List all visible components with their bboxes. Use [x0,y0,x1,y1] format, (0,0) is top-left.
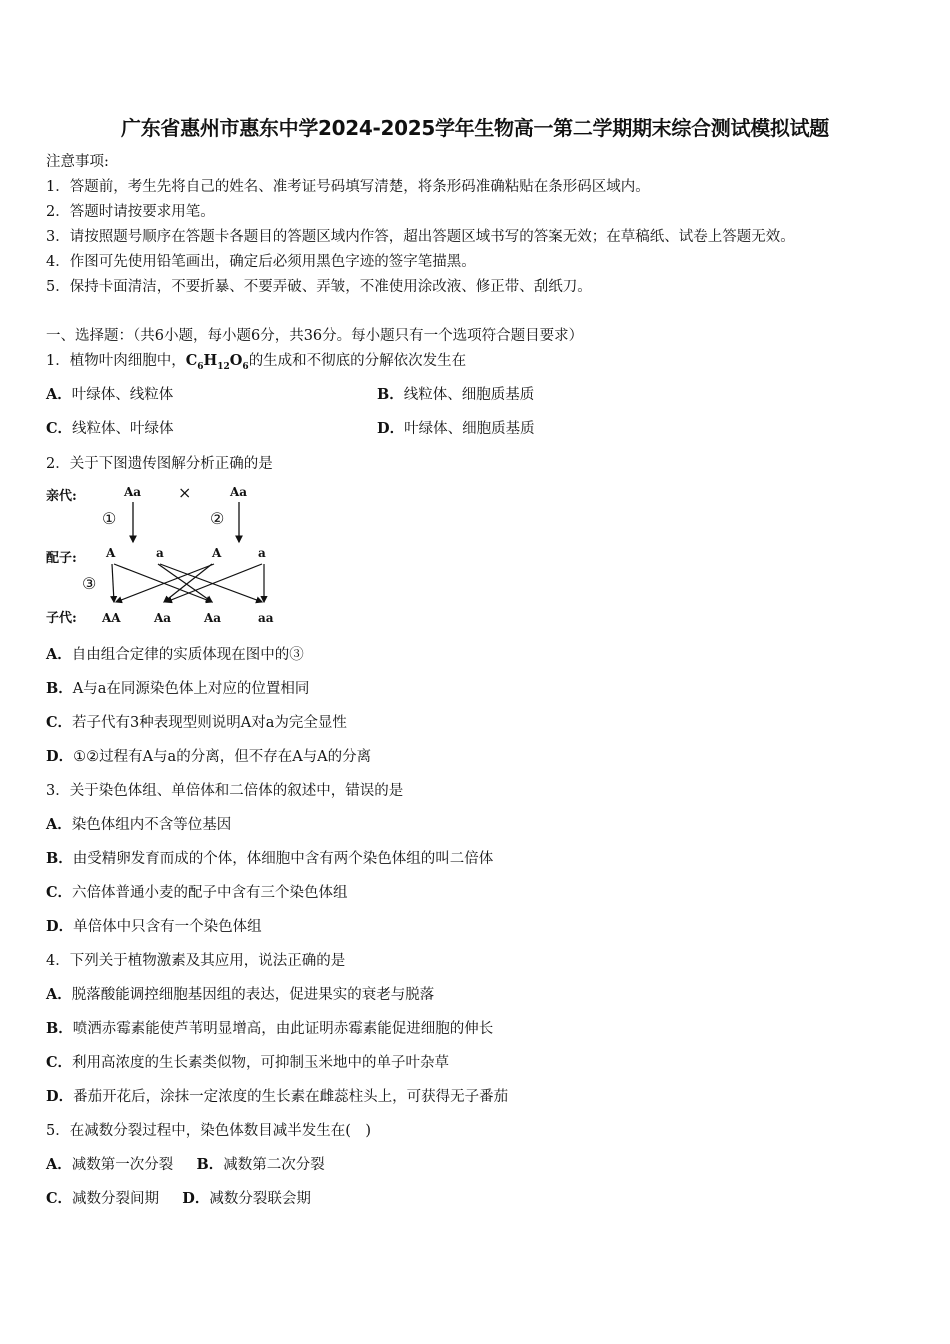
q5-options-row-2 [46,1189,311,1209]
gamete: a [258,546,266,560]
offspring: aa [258,611,274,625]
offspring: AA [102,611,121,625]
q5-options-row-1 [46,1155,325,1175]
q1-option-a[interactable]: A．叶绿体、线粒体 [46,386,174,403]
q4-option-b[interactable]: B．喷洒赤霉素能使芦苇明显增高，由此证明赤霉素能促进细胞的伸长 [46,1020,494,1037]
q1-stem [46,351,466,377]
q4-option-c[interactable]: C．利用高浓度的生长素类似物，可抑制玉米地中的单子叶杂草 [46,1054,450,1071]
glucose-formula: $C_6H_{12}O_6$ [185,352,249,372]
q2-stem: 2．关于下图遗传图解分析正确的是 [46,456,273,472]
q5-stem: 5．在减数分裂过程中，染色体数目减半发生在( ) [46,1123,372,1139]
section-heading: 一、选择题：（共6小题，每小题6分，共36分。每小题只有一个选项符合题目要求） [46,328,584,344]
step-1-marker: ① [102,509,117,528]
q2-option-c[interactable]: C．若子代有3种表现型则说明A对a为完全显性 [46,714,347,731]
offspring: Aa [204,611,222,625]
q1-option-c[interactable]: C．线粒体、叶绿体 [46,420,174,437]
q5-option-c[interactable]: C．减数分裂间期 [46,1190,160,1207]
fertilization-arrow [114,564,212,602]
q3-option-c[interactable]: C．六倍体普通小麦的配子中含有三个染色体组 [46,884,348,901]
step-3-marker: ③ [82,574,97,593]
q5-option-a[interactable]: A．减数第一次分裂 [46,1156,174,1173]
parent-1: Aa [124,485,142,499]
notice-item: 4．作图可先使用铅笔画出，确定后必须用黑色字迹的签字笔描黑。 [46,254,476,270]
page-title: 广东省惠州市惠东中学2024-2025学年生物高一第二学期期末综合测试模拟试题 [121,116,829,140]
genetic-cross-diagram [44,482,284,632]
notice-item: 2．答题时请按要求用笔。 [46,204,215,220]
fertilization-arrow [112,564,114,602]
q3-option-d[interactable]: D．单倍体中只含有一个染色体组 [46,918,262,935]
parent-2: Aa [230,485,248,499]
q1-stem-post: 的生成和不彻底的分解依次发生在 [248,353,467,369]
step-2-marker: ② [210,509,225,528]
q5-option-b[interactable]: B．减数第二次分裂 [196,1156,325,1173]
gamete: a [156,546,164,560]
cross-symbol: × [178,483,192,502]
notice-heading: 注意事项: [46,154,109,170]
notice-item: 1．答题前，考生先将自己的姓名、准考证号码填写清楚，将条形码准确粘贴在条形码区域内。 [46,179,650,195]
gamete: A [212,546,222,560]
q5-option-d[interactable]: D．减数分裂联会期 [182,1190,311,1207]
q3-stem: 3．关于染色体组、单倍体和二倍体的叙述中，错误的是 [46,783,404,799]
offspring-row-label: 子代: [46,611,77,626]
fertilization-arrow [116,564,214,602]
q3-option-b[interactable]: B．由受精卵发育而成的个体，体细胞中含有两个染色体组的叫二倍体 [46,850,494,867]
gamete-row-label: 配子: [46,551,77,566]
offspring: Aa [154,611,172,625]
q3-option-a[interactable]: A．染色体组内不含等位基因 [46,816,232,833]
notice-item: 5．保持卡面清洁，不要折暴、不要弄破、弄皱，不准使用涂改液、修正带、刮纸刀。 [46,279,592,295]
q2-option-a[interactable]: A．自由组合定律的实质体现在图中的③ [46,646,304,663]
q4-option-d[interactable]: D．番茄开花后，涂抹一定浓度的生长素在雌蕊柱头上，可获得无子番茄 [46,1088,509,1105]
q2-option-d[interactable]: D．①②过程有A与a的分离，但不存在A与A的分离 [46,748,372,765]
gamete: A [106,546,116,560]
parent-row-label: 亲代: [46,489,77,504]
q4-stem: 4．下列关于植物激素及其应用，说法正确的是 [46,953,346,969]
q4-option-a[interactable]: A．脱落酸能调控细胞基因组的表达，促进果实的衰老与脱落 [46,986,435,1003]
q2-option-b[interactable]: B．A与a在同源染色体上对应的位置相同 [46,680,310,697]
q1-option-b[interactable]: B．线粒体、细胞质基质 [377,386,535,403]
notice-item: 3．请按照题号顺序在答题卡各题目的答题区域内作答，超出答题区域书写的答案无效；在草稿纸、试卷上答题无效。 [46,229,795,245]
q1-option-d[interactable]: D．叶绿体、细胞质基质 [377,420,535,437]
q1-stem-pre: 1．植物叶肉细胞中， [46,353,186,369]
